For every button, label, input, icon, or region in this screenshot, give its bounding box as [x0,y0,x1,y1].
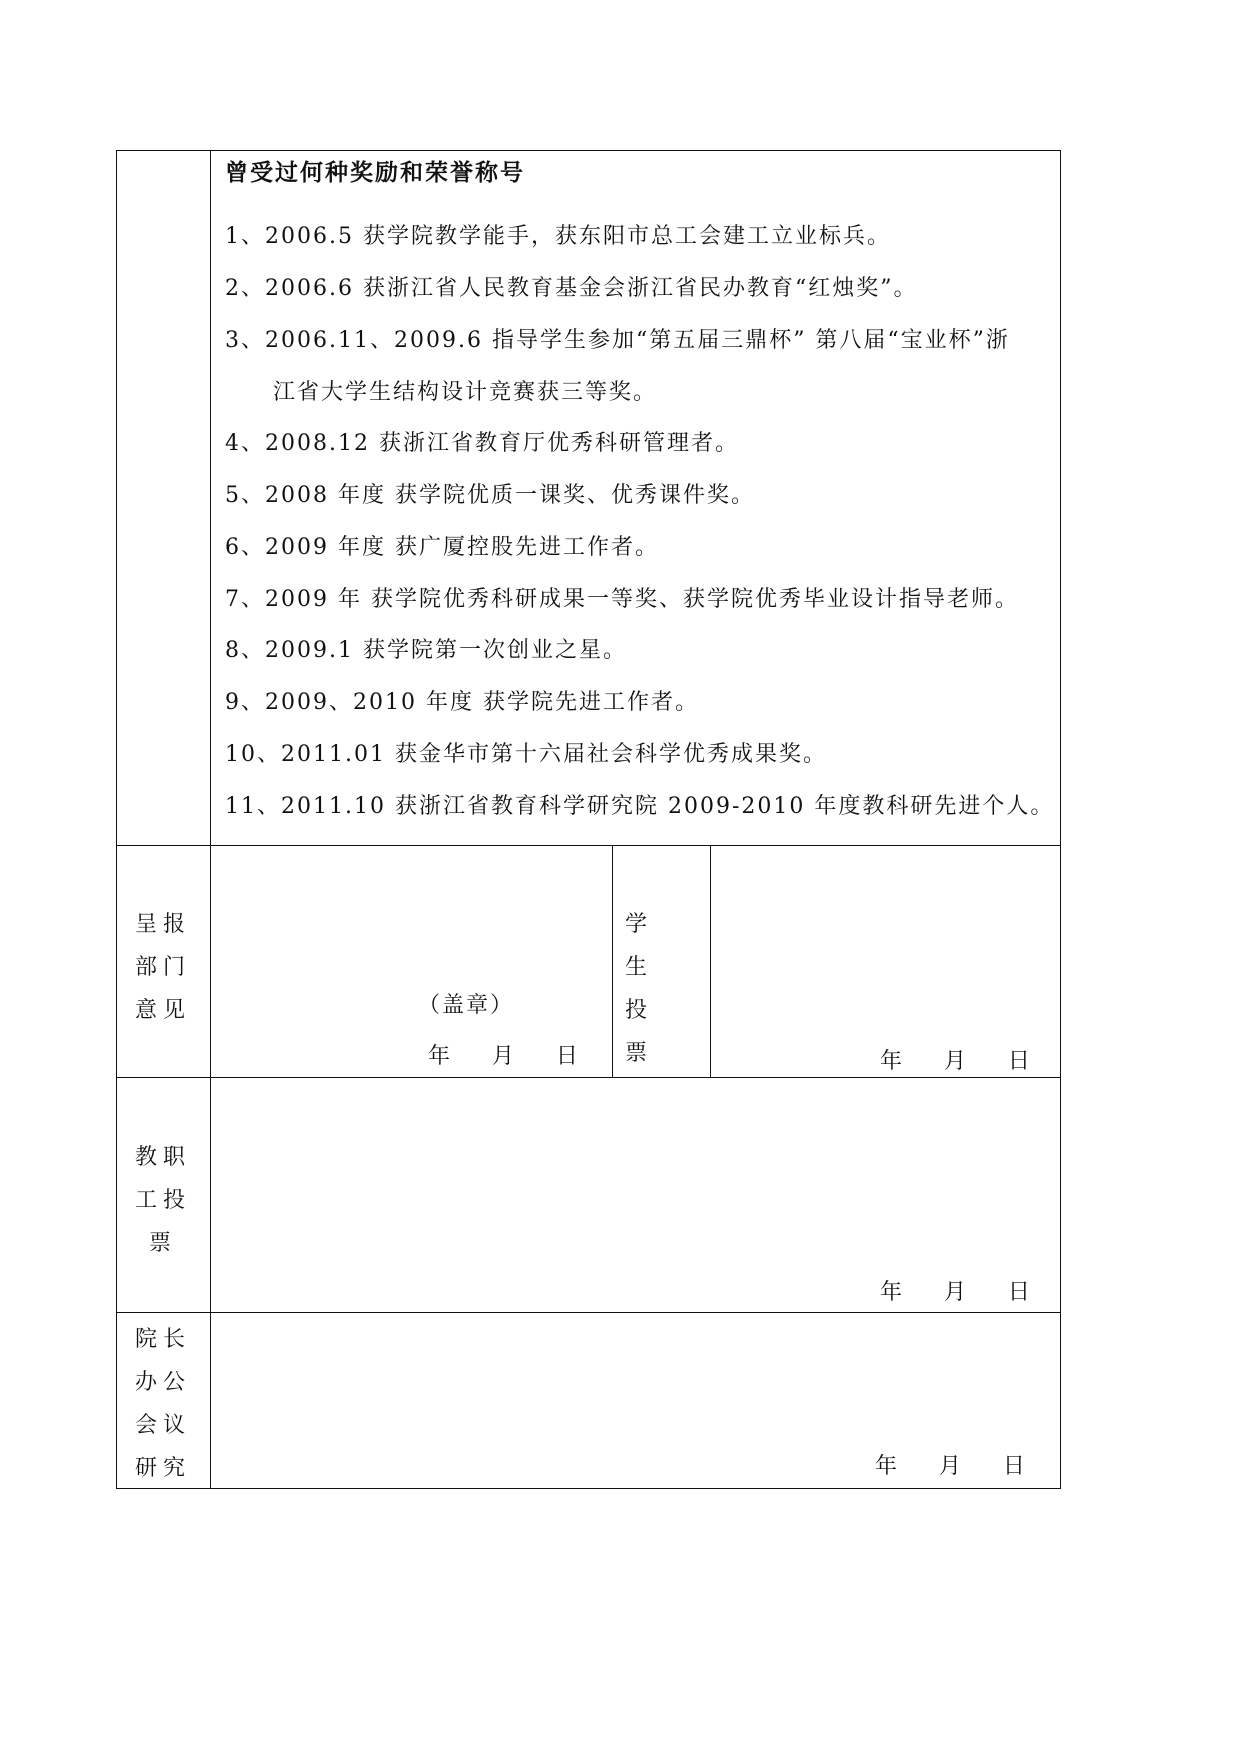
label-line: 票 [148,1231,177,1256]
award-item: 2、2006.6 获浙江省人民教育基金会浙江省民办教育“红烛奖”。 [225,276,918,301]
award-item: 4、2008.12 获浙江省教育厅优秀科研管理者。 [225,431,739,456]
mid-divider-left [612,845,613,1077]
staff-vote-label [123,1136,203,1265]
label-line: 工投 [134,1188,191,1213]
dept-opinion-date: 年 月 日 [428,1044,578,1069]
mid-divider-right [710,845,711,1077]
award-item: 11、2011.10 获浙江省教育科学研究院 2009-2010 年度教科研先进个人。 [225,794,1055,819]
seal-placeholder: （盖章） [418,993,515,1018]
label-line: 呈报 [134,912,191,937]
president-meeting-date: 年 月 日 [875,1454,1025,1479]
row-divider-1 [116,845,1061,846]
award-item: 1、2006.5 获学院教学能手，获东阳市总工会建工立业标兵。 [225,224,891,249]
label-line: 学 [624,912,653,937]
president-meeting-label [123,1318,203,1490]
label-line: 教职 [134,1145,191,1170]
award-item: 5、2008 年度 获学院优质一课奖、优秀课件奖。 [225,483,755,508]
award-item: 3、2006.11、2009.6 指导学生参加“第五届三鼎杯” 第八届“宝业杯”浙 [225,328,1010,353]
label-column-divider [210,150,211,1488]
label-line: 投 [624,998,653,1023]
label-line: 生 [624,955,653,980]
table-bottom-border [116,1488,1061,1489]
label-line: 会议 [134,1413,191,1438]
label-line: 意见 [134,998,191,1023]
table-left-border [116,150,117,1488]
award-item-continuation: 江省大学生结构设计竞赛获三等奖。 [273,380,658,405]
awards-heading: 曾受过何种奖励和荣誉称号 [225,159,525,186]
label-line: 院长 [134,1327,191,1352]
award-item: 6、2009 年度 获广厦控股先进工作者。 [225,535,659,560]
label-line: 部门 [134,955,191,980]
staff-vote-date: 年 月 日 [880,1280,1030,1305]
award-item: 10、2011.01 获金华市第十六届社会科学优秀成果奖。 [225,742,827,767]
row-divider-3 [116,1312,1061,1313]
award-item: 7、2009 年 获学院优秀科研成果一等奖、获学院优秀毕业设计指导老师。 [225,587,1019,612]
label-line: 研究 [134,1456,191,1481]
award-item: 9、2009、2010 年度 获学院先进工作者。 [225,690,699,715]
label-line: 办公 [134,1370,191,1395]
table-top-border [116,150,1061,151]
row-divider-2 [116,1077,1061,1078]
award-item: 8、2009.1 获学院第一次创业之星。 [225,638,627,663]
dept-opinion-label [123,903,203,1032]
table-right-border [1060,150,1061,1488]
student-vote-label [619,903,659,1075]
student-vote-date: 年 月 日 [880,1049,1030,1074]
label-line: 票 [624,1041,653,1066]
